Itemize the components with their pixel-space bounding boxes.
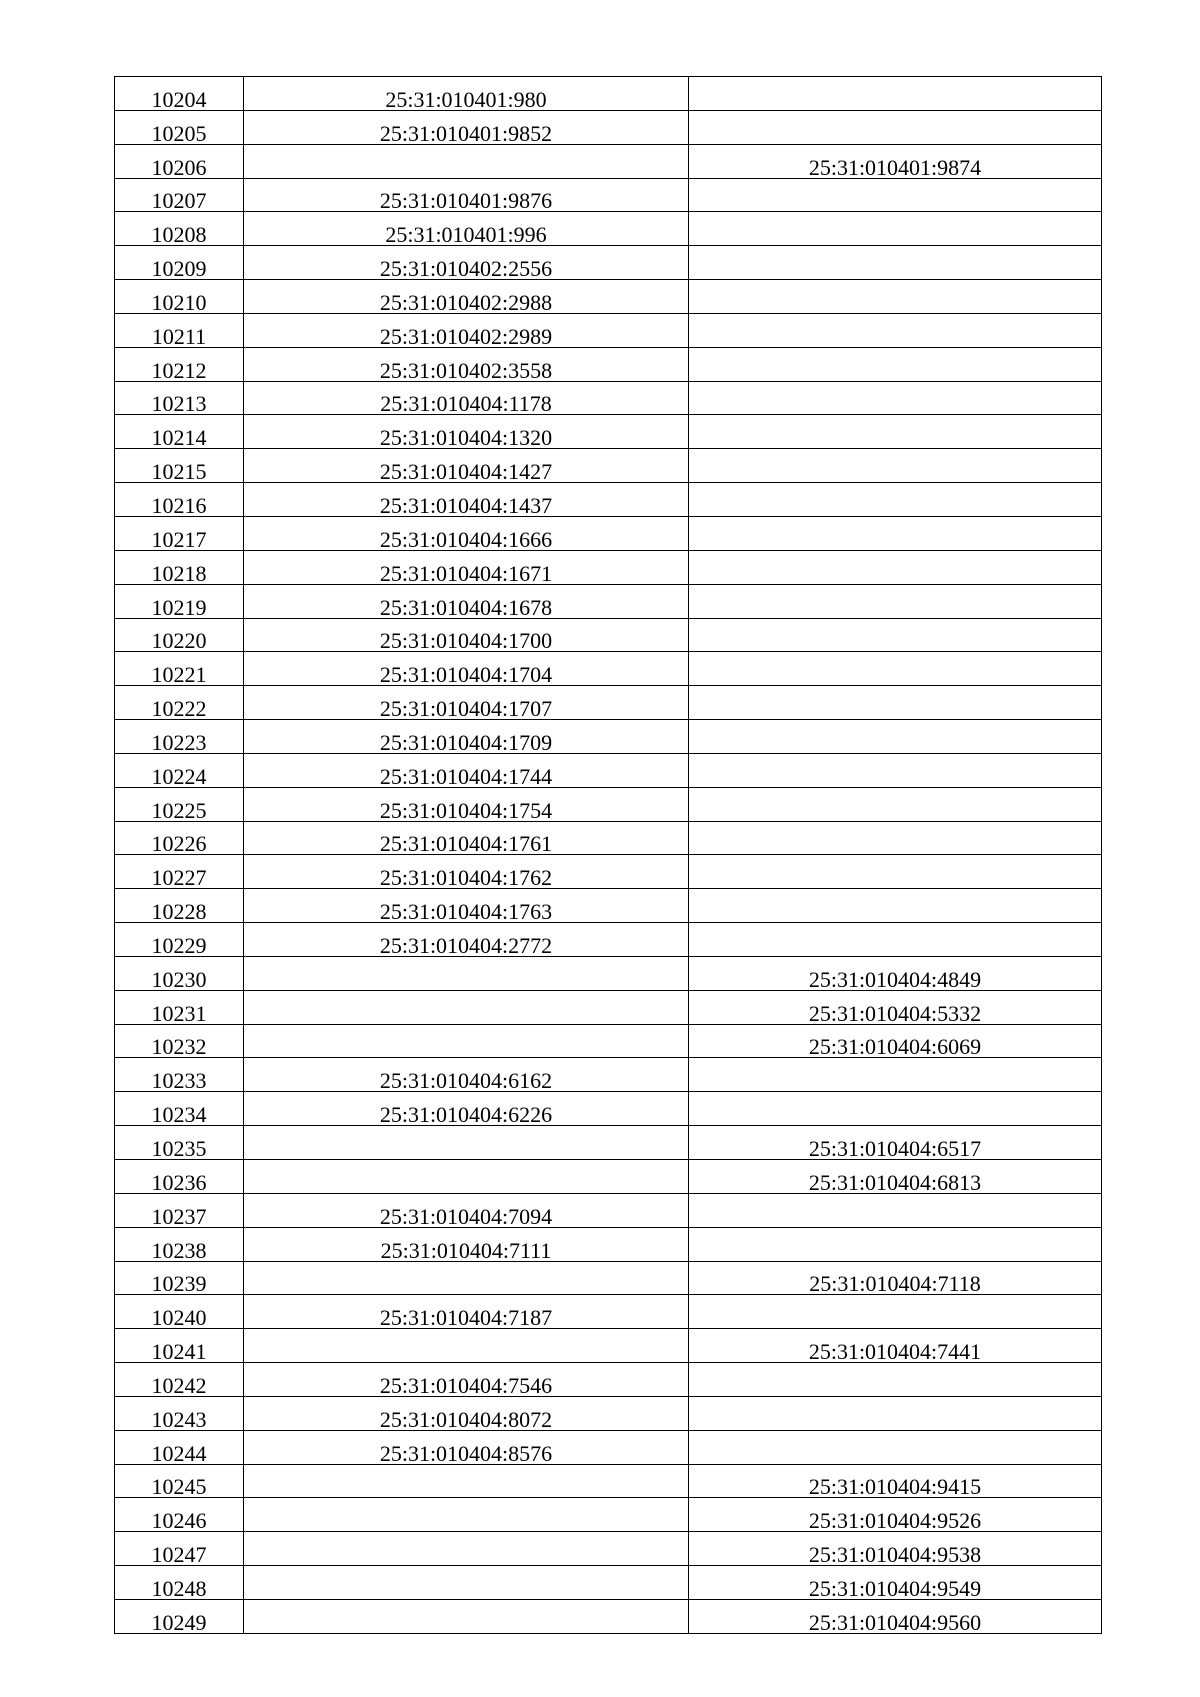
- table-row: [115, 415, 1102, 449]
- row-number-cell: 10232: [115, 1024, 244, 1058]
- table-row: [115, 77, 1102, 111]
- row-number-cell: 10236: [115, 1160, 244, 1194]
- cadastral-number-cell-a: 25:31:010401:996: [244, 212, 689, 246]
- table-row: [115, 787, 1102, 821]
- cadastral-number-cell-b: 25:31:010404:5332: [689, 990, 1102, 1024]
- row-number-cell: 10233: [115, 1058, 244, 1092]
- row-number-cell: 10208: [115, 212, 244, 246]
- table-row: [115, 313, 1102, 347]
- cadastral-number-cell-b: [689, 923, 1102, 957]
- cadastral-table: [114, 76, 1102, 1634]
- cadastral-number-cell-a: 25:31:010404:8072: [244, 1396, 689, 1430]
- cadastral-number-cell-b: [689, 686, 1102, 720]
- table-row: [115, 1227, 1102, 1261]
- table-row: [115, 584, 1102, 618]
- cadastral-number-cell-b: [689, 1396, 1102, 1430]
- table-row: [115, 144, 1102, 178]
- cadastral-number-cell-b: 25:31:010404:9538: [689, 1532, 1102, 1566]
- row-number-cell: 10231: [115, 990, 244, 1024]
- cadastral-number-cell-a: 25:31:010404:1763: [244, 889, 689, 923]
- table-row: [115, 110, 1102, 144]
- cadastral-number-cell-b: 25:31:010404:9526: [689, 1498, 1102, 1532]
- cadastral-number-cell-a: [244, 1160, 689, 1194]
- table-row: [115, 1092, 1102, 1126]
- cadastral-number-cell-a: 25:31:010404:8576: [244, 1430, 689, 1464]
- row-number-cell: 10244: [115, 1430, 244, 1464]
- row-number-cell: 10223: [115, 720, 244, 754]
- cadastral-number-cell-b: [689, 1058, 1102, 1092]
- cadastral-number-cell-b: 25:31:010404:6069: [689, 1024, 1102, 1058]
- table-row: [115, 1532, 1102, 1566]
- row-number-cell: 10220: [115, 618, 244, 652]
- table-row: [115, 855, 1102, 889]
- cadastral-number-cell-b: 25:31:010404:7441: [689, 1329, 1102, 1363]
- cadastral-number-cell-b: [689, 381, 1102, 415]
- row-number-cell: 10237: [115, 1193, 244, 1227]
- cadastral-number-cell-b: 25:31:010404:7118: [689, 1261, 1102, 1295]
- table-row: [115, 1363, 1102, 1397]
- cadastral-number-cell-b: 25:31:010404:6813: [689, 1160, 1102, 1194]
- row-number-cell: 10206: [115, 144, 244, 178]
- cadastral-number-cell-a: 25:31:010404:7094: [244, 1193, 689, 1227]
- cadastral-number-cell-b: [689, 753, 1102, 787]
- cadastral-number-cell-b: 25:31:010401:9874: [689, 144, 1102, 178]
- cadastral-number-cell-a: 25:31:010402:2988: [244, 280, 689, 314]
- cadastral-number-cell-a: 25:31:010404:2772: [244, 923, 689, 957]
- row-number-cell: 10205: [115, 110, 244, 144]
- cadastral-number-cell-a: 25:31:010402:2989: [244, 313, 689, 347]
- row-number-cell: 10204: [115, 77, 244, 111]
- cadastral-number-cell-a: 25:31:010401:9876: [244, 178, 689, 212]
- cadastral-number-cell-b: [689, 280, 1102, 314]
- row-number-cell: 10219: [115, 584, 244, 618]
- row-number-cell: 10248: [115, 1566, 244, 1600]
- cadastral-number-cell-b: [689, 77, 1102, 111]
- cadastral-number-cell-b: 25:31:010404:9415: [689, 1464, 1102, 1498]
- row-number-cell: 10209: [115, 246, 244, 280]
- cadastral-number-cell-a: 25:31:010404:7111: [244, 1227, 689, 1261]
- cadastral-number-cell-b: 25:31:010404:6517: [689, 1126, 1102, 1160]
- table-row: [115, 618, 1102, 652]
- row-number-cell: 10226: [115, 821, 244, 855]
- cadastral-number-cell-a: 25:31:010404:6226: [244, 1092, 689, 1126]
- cadastral-number-cell-a: 25:31:010404:1744: [244, 753, 689, 787]
- table-row: [115, 1024, 1102, 1058]
- row-number-cell: 10214: [115, 415, 244, 449]
- cadastral-number-cell-a: 25:31:010404:1700: [244, 618, 689, 652]
- table-row: [115, 990, 1102, 1024]
- row-number-cell: 10229: [115, 923, 244, 957]
- cadastral-number-cell-b: [689, 1227, 1102, 1261]
- row-number-cell: 10230: [115, 956, 244, 990]
- cadastral-number-cell-a: 25:31:010404:1761: [244, 821, 689, 855]
- table-row: [115, 1160, 1102, 1194]
- cadastral-number-cell-b: [689, 313, 1102, 347]
- cadastral-number-cell-b: [689, 889, 1102, 923]
- cadastral-number-cell-a: 25:31:010404:1671: [244, 550, 689, 584]
- cadastral-number-cell-a: 25:31:010404:1437: [244, 483, 689, 517]
- cadastral-number-cell-a: 25:31:010404:1320: [244, 415, 689, 449]
- cadastral-number-cell-a: 25:31:010404:7546: [244, 1363, 689, 1397]
- row-number-cell: 10234: [115, 1092, 244, 1126]
- cadastral-number-cell-a: [244, 1532, 689, 1566]
- cadastral-number-cell-a: [244, 990, 689, 1024]
- table-row: [115, 1193, 1102, 1227]
- table-row: [115, 381, 1102, 415]
- cadastral-number-cell-a: [244, 1464, 689, 1498]
- cadastral-number-cell-a: 25:31:010404:7187: [244, 1295, 689, 1329]
- table-row: [115, 720, 1102, 754]
- cadastral-number-cell-b: [689, 1295, 1102, 1329]
- cadastral-number-cell-b: [689, 550, 1102, 584]
- row-number-cell: 10215: [115, 449, 244, 483]
- table-row: [115, 889, 1102, 923]
- cadastral-number-cell-a: [244, 1261, 689, 1295]
- row-number-cell: 10217: [115, 516, 244, 550]
- row-number-cell: 10207: [115, 178, 244, 212]
- cadastral-number-cell-a: 25:31:010404:1704: [244, 652, 689, 686]
- table-row: [115, 1261, 1102, 1295]
- table-row: [115, 753, 1102, 787]
- cadastral-number-cell-a: [244, 1566, 689, 1600]
- row-number-cell: 10216: [115, 483, 244, 517]
- cadastral-number-cell-a: 25:31:010404:1754: [244, 787, 689, 821]
- cadastral-number-cell-b: [689, 618, 1102, 652]
- cadastral-number-cell-b: [689, 449, 1102, 483]
- cadastral-number-cell-b: [689, 212, 1102, 246]
- table-row: [115, 280, 1102, 314]
- table-row: [115, 1498, 1102, 1532]
- cadastral-number-cell-b: 25:31:010404:9549: [689, 1566, 1102, 1600]
- row-number-cell: 10245: [115, 1464, 244, 1498]
- row-number-cell: 10218: [115, 550, 244, 584]
- table-row: [115, 246, 1102, 280]
- row-number-cell: 10247: [115, 1532, 244, 1566]
- table-row: [115, 449, 1102, 483]
- table-row: [115, 821, 1102, 855]
- table-row: [115, 1295, 1102, 1329]
- cadastral-number-cell-b: [689, 584, 1102, 618]
- cadastral-number-cell-a: [244, 1126, 689, 1160]
- table-row: [115, 1464, 1102, 1498]
- cadastral-number-cell-a: 25:31:010404:6162: [244, 1058, 689, 1092]
- cadastral-number-cell-a: 25:31:010402:2556: [244, 246, 689, 280]
- table-row: [115, 1599, 1102, 1633]
- cadastral-number-cell-b: [689, 1363, 1102, 1397]
- cadastral-number-cell-a: 25:31:010401:9852: [244, 110, 689, 144]
- cadastral-number-cell-a: [244, 1498, 689, 1532]
- row-number-cell: 10210: [115, 280, 244, 314]
- cadastral-number-cell-a: 25:31:010404:1427: [244, 449, 689, 483]
- cadastral-number-cell-a: [244, 956, 689, 990]
- cadastral-number-cell-b: 25:31:010404:4849: [689, 956, 1102, 990]
- row-number-cell: 10228: [115, 889, 244, 923]
- row-number-cell: 10211: [115, 313, 244, 347]
- cadastral-number-cell-b: [689, 415, 1102, 449]
- table-row: [115, 652, 1102, 686]
- cadastral-number-cell-b: [689, 347, 1102, 381]
- table-row: [115, 1430, 1102, 1464]
- table-row: [115, 178, 1102, 212]
- cadastral-number-cell-b: [689, 855, 1102, 889]
- cadastral-number-cell-a: 25:31:010404:1666: [244, 516, 689, 550]
- table-row: [115, 212, 1102, 246]
- cadastral-number-cell-a: [244, 1599, 689, 1633]
- table-row: [115, 347, 1102, 381]
- row-number-cell: 10246: [115, 1498, 244, 1532]
- cadastral-number-cell-b: [689, 821, 1102, 855]
- row-number-cell: 10241: [115, 1329, 244, 1363]
- row-number-cell: 10222: [115, 686, 244, 720]
- table-row: [115, 923, 1102, 957]
- cadastral-number-cell-a: [244, 1024, 689, 1058]
- table-row: [115, 956, 1102, 990]
- cadastral-number-cell-b: [689, 652, 1102, 686]
- cadastral-number-cell-b: [689, 246, 1102, 280]
- table-row: [115, 1058, 1102, 1092]
- row-number-cell: 10227: [115, 855, 244, 889]
- table-row: [115, 550, 1102, 584]
- cadastral-number-cell-a: [244, 1329, 689, 1363]
- cadastral-number-cell-b: [689, 787, 1102, 821]
- cadastral-number-cell-a: 25:31:010401:980: [244, 77, 689, 111]
- cadastral-number-cell-a: 25:31:010404:1762: [244, 855, 689, 889]
- cadastral-number-cell-a: 25:31:010404:1707: [244, 686, 689, 720]
- table-row: [115, 1396, 1102, 1430]
- row-number-cell: 10224: [115, 753, 244, 787]
- row-number-cell: 10240: [115, 1295, 244, 1329]
- cadastral-number-cell-b: [689, 483, 1102, 517]
- cadastral-number-cell-a: 25:31:010402:3558: [244, 347, 689, 381]
- row-number-cell: 10238: [115, 1227, 244, 1261]
- cadastral-number-cell-b: [689, 110, 1102, 144]
- cadastral-number-cell-a: 25:31:010404:1178: [244, 381, 689, 415]
- cadastral-number-cell-b: [689, 1092, 1102, 1126]
- row-number-cell: 10242: [115, 1363, 244, 1397]
- table-body: [115, 77, 1102, 1634]
- table-row: [115, 1126, 1102, 1160]
- row-number-cell: 10243: [115, 1396, 244, 1430]
- cadastral-number-cell-b: [689, 720, 1102, 754]
- cadastral-number-cell-a: 25:31:010404:1678: [244, 584, 689, 618]
- cadastral-number-cell-b: [689, 178, 1102, 212]
- cadastral-number-cell-b: [689, 516, 1102, 550]
- table-row: [115, 1329, 1102, 1363]
- row-number-cell: 10239: [115, 1261, 244, 1295]
- table-row: [115, 1566, 1102, 1600]
- row-number-cell: 10212: [115, 347, 244, 381]
- table-row: [115, 686, 1102, 720]
- cadastral-number-cell-a: 25:31:010404:1709: [244, 720, 689, 754]
- row-number-cell: 10213: [115, 381, 244, 415]
- row-number-cell: 10225: [115, 787, 244, 821]
- cadastral-number-cell-b: 25:31:010404:9560: [689, 1599, 1102, 1633]
- table-row: [115, 516, 1102, 550]
- table-row: [115, 483, 1102, 517]
- cadastral-number-cell-a: [244, 144, 689, 178]
- cadastral-number-cell-b: [689, 1193, 1102, 1227]
- row-number-cell: 10249: [115, 1599, 244, 1633]
- row-number-cell: 10221: [115, 652, 244, 686]
- cadastral-number-cell-b: [689, 1430, 1102, 1464]
- row-number-cell: 10235: [115, 1126, 244, 1160]
